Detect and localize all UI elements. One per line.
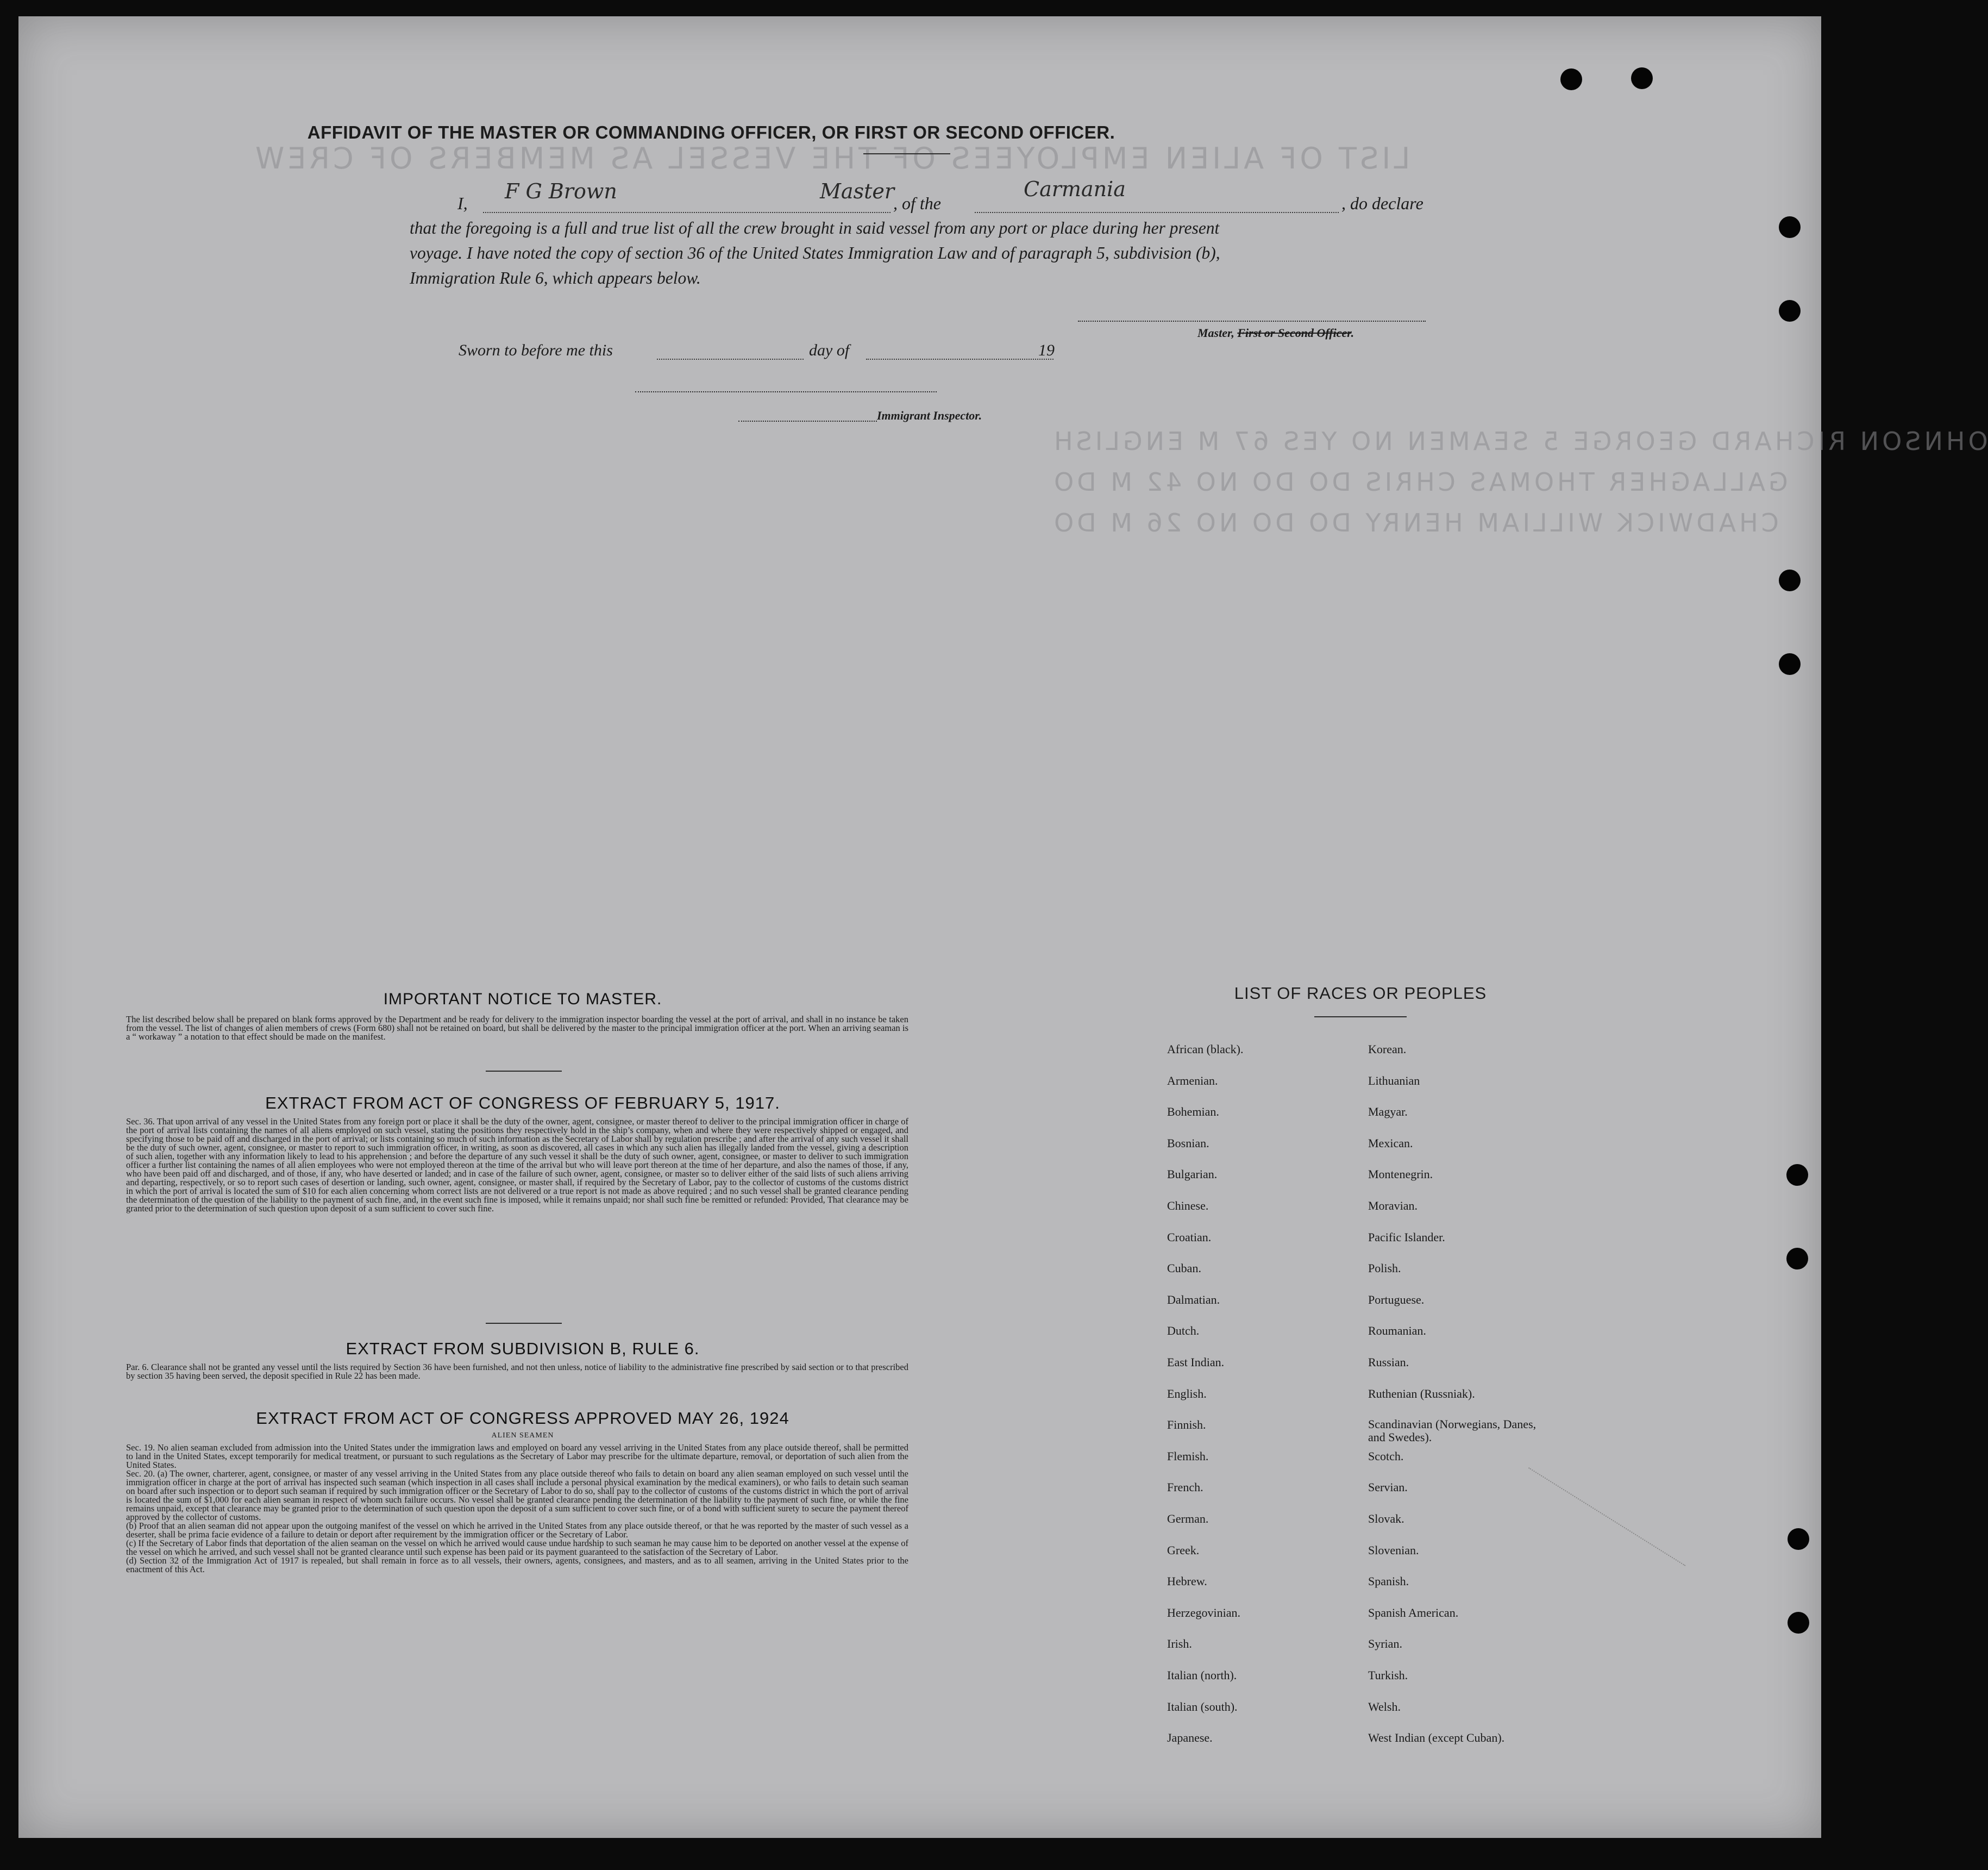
affidavit-line-4: Immigration Rule 6, which appears below. xyxy=(410,268,701,287)
extract-1917-title: EXTRACT FROM ACT OF CONGRESS OF FEBRUARY 5, 1917. xyxy=(265,1093,780,1112)
race-item: German. xyxy=(1167,1512,1209,1525)
race-item: Greek. xyxy=(1167,1543,1200,1557)
sec20a-paragraph: Sec. 20. (a) The owner, charterer, agent, consignee, or master of any vessel arriving in the United States from any place outside thereof who fails to detain on board any alien seaman employed on such vessel until the immigration officer in charge at the port of arrival has inspected such seaman (which inspection in all cases shall include a personal physical examination by the medical examiners), or who fails to detain such seaman on board after such inspection or to deport such seaman if required by such immigration officer or the Secretary of Labor to do so, shall pay to the collector of customs of the customs district in which the port of arrival is located the sum of $1,000 for each alien seaman in respect of whom such failure occurs. No vessel shall be granted clearance pending the determination of the liability to the payment of such fine, or while the fine remains unpaid, except that clearance may be granted prior to the determination of such question upon the deposit of a sum sufficient to cover such fine, or of a bond with sufficient surety to secure the payment thereof approved by the collector of customs. xyxy=(126,1468,908,1522)
vessel-name: Carmania xyxy=(1024,177,1126,201)
punch-hole xyxy=(1779,300,1801,322)
punch-hole xyxy=(1779,653,1801,675)
affidavit-line-2: that the foregoing is a full and true list of all the crew brought in said vessel from any port or place during her present xyxy=(410,218,1220,237)
race-item: Welsh. xyxy=(1368,1699,1401,1713)
inspector-line-2 xyxy=(738,421,877,422)
race-item: Herzegovinian. xyxy=(1167,1605,1240,1619)
vessel-line xyxy=(975,212,1339,213)
extract-1917-body: Sec. 36. That upon arrival of any vessel in the United States from any foreign port or place it shall be the duty of the owner, agent, consignee, or master thereof to deliver to the principal immigration officer in charge of the port of arrival lists containing the names of all aliens employed on such vessel, stating the positions they respectively hold in the ship’s company, when and where they were respectively shipped or engaged, and specifying those to be paid off and discharged in the port of arrival; or lists containing so much of such information as the Secretary of Labor shall by regulation prescribe ; and after the arrival of any such vessel it shall be the duty of such owner, agent, consignee, or master to report to such immigration officer, in writing, as soon as discovered, all cases in which any such alien has illegally landed from the vessel, giving a description of such alien, together with any information likely to lead to his apprehension ; and before the departure of any such vessel it shall be the duty of such owner, agent, consignee, or master to deliver to such immigration officer a further list containing the names of all alien employees who were not employed thereon at the time of the arrival but who will leave port thereon at the time of her departure, and also the names of those, if any, who have been paid off and discharged, and of those, if any, who have deserted or landed; and in case of the failure of such owner, agent, consignee, or master so to deliver either of the said lists of such aliens arriving and departing, respectively, or so to report such cases of desertion or landing, such owner, agent, consignee, or master shall, if required by the Secretary of Labor, pay to the collector of customs of the customs district in which the port of arrival is located the sum of $10 for each alien concerning whom correct lists are not delivered or a true report is not made as above required ; and no such vessel shall be granted clearance pending the determination of the question of the liability to the payment of such fine, and, in the event such fine is imposed, while it remains unpaid; nor shall such fine be remitted or refunded: Provided, That clearance may be granted prior to the determination of such question upon deposit of a sum sufficient to cover such fine. xyxy=(126,1116,908,1214)
race-item: Syrian. xyxy=(1368,1637,1402,1651)
race-item: African (black). xyxy=(1167,1042,1244,1056)
race-item: Croatian. xyxy=(1167,1230,1212,1244)
extract-1924-subtitle: ALIEN SEAMEN xyxy=(491,1431,554,1440)
sworn-day-line xyxy=(657,359,804,360)
sec19-paragraph: Sec. 19. No alien seaman excluded from admission into the United States under the immigration laws and employed on board any vessel arriving in the United States from any place outside thereof, shall be permitted to land in the United States, except temporarily for medical treatment, or pursuant to such regulations as the Secretary of Labor may prescribe for the ultimate departure, removal, or deportation of such alien from the United States. xyxy=(126,1442,908,1470)
bleed-through-row: CHADWICK WILLIAM HENRY DO DO NO 26 M DO xyxy=(1051,508,1779,537)
bleed-through-row: GALLAGHER THOMAS CHRIS DO DO NO 42 M DO xyxy=(1051,467,1788,497)
bleed-through-row: OHNSON RICHARD GEORGE 5 SEAMEN NO YES 67 M ENGLISH xyxy=(1051,427,1988,456)
race-item: Slovak. xyxy=(1368,1512,1404,1525)
race-item: Moravian. xyxy=(1368,1199,1418,1212)
caption-struck-officer: First or Second Officer xyxy=(1237,326,1351,340)
affidavit-line-3: voyage. I have noted the copy of section 36 of the United States Immigration Law and of paragraph 5, subdivision (b), xyxy=(410,243,1220,262)
rule6-title: EXTRACT FROM SUBDIVISION B, RULE 6. xyxy=(346,1339,700,1358)
race-item: Russian. xyxy=(1368,1355,1409,1369)
rule6-body: Par. 6. Clearance shall not be granted any vessel until the lists required by Section 36 have been furnished, and not then unless, notice of liability to the administrative fine prescribed by said section or to that prescribed by section 35 having been served, the deposit specified in Rule 22 has been made. xyxy=(126,1362,908,1381)
race-item: Dutch. xyxy=(1167,1324,1200,1338)
punch-hole xyxy=(1788,1528,1809,1550)
races-title-underline xyxy=(1314,1016,1407,1017)
race-item: Slovenian. xyxy=(1368,1543,1419,1557)
race-item: Bosnian. xyxy=(1167,1136,1209,1150)
race-item: Scotch. xyxy=(1368,1449,1404,1463)
caption-master: Master, xyxy=(1197,326,1234,340)
officer-name: F G Brown xyxy=(505,179,617,203)
race-item: Dalmatian. xyxy=(1167,1292,1220,1306)
punch-hole xyxy=(1779,570,1801,591)
extract-1924-title: EXTRACT FROM ACT OF CONGRESS APPROVED MAY 26, 1924 xyxy=(256,1409,789,1428)
race-item: Chinese. xyxy=(1167,1199,1209,1212)
i-label: I, xyxy=(457,193,468,213)
race-item: Spanish. xyxy=(1368,1574,1409,1588)
race-item: Italian (south). xyxy=(1167,1699,1238,1713)
sec20d-paragraph: (d) Section 32 of the Immigration Act of 1917 is repealed, but shall remain in force as to all vessels, their owners, agents, consignees, and masters, and as to all seamen, arriving in the United States prior to the enactment of this Act. xyxy=(126,1555,908,1574)
name-line xyxy=(483,212,890,213)
race-item: Portuguese. xyxy=(1368,1292,1425,1306)
punch-hole xyxy=(1560,68,1582,90)
year-prefix: 19 xyxy=(1038,341,1055,359)
title-underline xyxy=(863,153,950,154)
race-item: Hebrew. xyxy=(1167,1574,1207,1588)
inspector-caption: Immigrant Inspector. xyxy=(877,409,982,422)
race-item: Turkish. xyxy=(1368,1668,1408,1682)
sworn-label: Sworn to before me this xyxy=(459,341,613,359)
bleed-through-heading: LIST OF ALIEN EMPLOYEES OF THE VESSEL AS MEMBERS OF CREW xyxy=(252,141,1410,176)
extract-1917-divider xyxy=(486,1323,562,1324)
race-item: Pacific Islander. xyxy=(1368,1230,1445,1244)
race-item: Japanese. xyxy=(1167,1731,1213,1745)
officer-rank: Master xyxy=(820,179,894,203)
month-line xyxy=(866,359,1053,360)
sec20b-paragraph: (b) Proof that an alien seaman did not appear upon the outgoing manifest of the vessel on which he arrived in the United States from any place outside thereof, or that he was reported by the master of such vessel as a deserter, shall be prima facie evidence of a failure to detain or deport after requirement by the immigration officer or the Secretary of Labor. xyxy=(126,1521,908,1540)
notice-divider xyxy=(486,1071,562,1072)
race-item: East Indian. xyxy=(1167,1355,1225,1369)
race-item: Bohemian. xyxy=(1167,1105,1219,1119)
inspector-line-1 xyxy=(635,391,937,392)
sec20c-paragraph: (c) If the Secretary of Labor finds that deportation of the alien seaman on the vessel on which he arrived would cause undue hardship to such seaman he may cause him to be deported on another vessel at the expense of the vessel on which he arrived, and such vessel shall not be granted clearance until such expense has been paid or its payment guaranteed to the satisfaction of the Secretary of Labor. xyxy=(126,1538,908,1557)
race-item: Cuban. xyxy=(1167,1261,1201,1275)
race-item: Korean. xyxy=(1368,1042,1407,1056)
do-declare-label: , do declare xyxy=(1341,193,1423,213)
race-item: French. xyxy=(1167,1480,1203,1494)
race-item: Italian (north). xyxy=(1167,1668,1237,1682)
race-item: Servian. xyxy=(1368,1480,1408,1494)
race-item: Irish. xyxy=(1167,1637,1192,1651)
race-item: Roumanian. xyxy=(1368,1324,1426,1338)
punch-hole xyxy=(1779,216,1801,238)
punch-hole xyxy=(1788,1612,1809,1634)
race-item: Polish. xyxy=(1368,1261,1401,1275)
race-item: Bulgarian. xyxy=(1167,1167,1218,1181)
punch-hole xyxy=(1631,67,1653,89)
notice-title: IMPORTANT NOTICE TO MASTER. xyxy=(383,990,662,1008)
race-item: Mexican. xyxy=(1368,1136,1413,1150)
notice-body: The list described below shall be prepared on blank forms approved by the Department and be ready for delivery to the immigration inspector boarding the vessel at the port of arrival, and shall in no instance be taken from the vessel. The list of changes of alien members of crews (Form 680) shall not be retained on board, but shall be delivered by the master to the principal immigration officer at the port. When an arriving seaman is a “ workaway ” a notation to that effect should be made on the manifest. xyxy=(126,1014,908,1042)
of-the-label: , of the xyxy=(893,193,941,213)
race-item: Flemish. xyxy=(1167,1449,1209,1463)
signature-caption xyxy=(1197,326,1354,340)
race-item: Magyar. xyxy=(1368,1105,1408,1119)
race-item: West Indian (except Cuban). xyxy=(1368,1731,1505,1745)
race-item: Montenegrin. xyxy=(1368,1167,1433,1181)
races-title: LIST OF RACES OR PEOPLES xyxy=(1234,984,1487,1003)
pencil-mark xyxy=(1528,1467,1685,1566)
punch-hole xyxy=(1786,1248,1808,1269)
race-item: Scandinavian (Norwegians, Danes, and Swedes). xyxy=(1368,1417,1537,1444)
caption-end: . xyxy=(1351,326,1354,340)
day-of-label: day of xyxy=(809,341,850,359)
signature-line xyxy=(1078,321,1426,322)
race-item: Ruthenian (Russniak). xyxy=(1368,1386,1475,1400)
race-item: Spanish American. xyxy=(1368,1605,1459,1619)
race-item: Armenian. xyxy=(1167,1073,1218,1087)
race-item: English. xyxy=(1167,1386,1207,1400)
race-item: Lithuanian xyxy=(1368,1073,1420,1087)
race-item: Finnish. xyxy=(1167,1418,1206,1432)
affidavit-title: AFFIDAVIT OF THE MASTER OR COMMANDING OFFICER, OR FIRST OR SECOND OFFICER. xyxy=(307,122,1115,142)
extract-1924-body xyxy=(126,1443,908,1574)
manifest-page xyxy=(18,16,1988,1838)
punch-hole xyxy=(1786,1164,1808,1186)
